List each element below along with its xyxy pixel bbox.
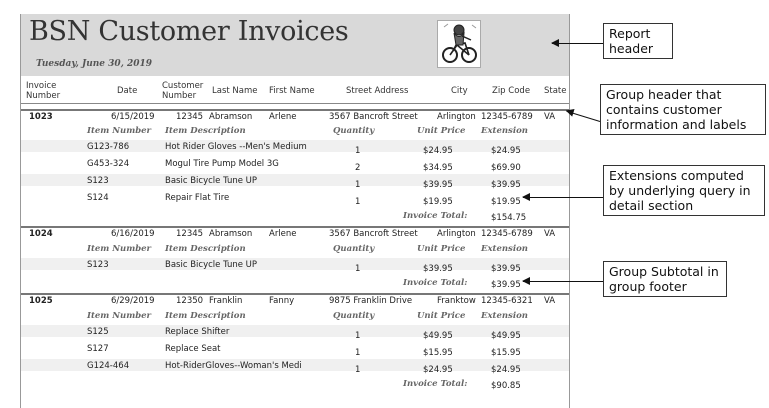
invoice-total: $39.95 [491, 280, 521, 290]
item-description: Replace Shifter [165, 327, 230, 337]
customer-number: 12350 [176, 296, 204, 306]
invoice-number: 1024 [29, 229, 53, 239]
item-extension: $39.95 [491, 180, 521, 190]
arrow-left-icon [523, 281, 603, 282]
label-extension: Extension [481, 311, 528, 321]
label-item-description: Item Description [165, 126, 246, 136]
item-extension: $39.95 [491, 264, 521, 274]
annotation-group-subtotal: Group Subtotal in group footer [603, 261, 727, 297]
item-number: G123-786 [87, 142, 130, 152]
item-quantity: 1 [355, 365, 361, 375]
item-number: G124-464 [87, 361, 130, 371]
first-name: Arlene [269, 112, 297, 122]
report-page [20, 14, 570, 408]
label-extension: Extension [481, 126, 528, 136]
col-header-invoice: Invoice Number [26, 81, 61, 101]
label-invoice-total: Invoice Total: [403, 278, 468, 288]
zip-code: 12345-6789 [481, 112, 533, 122]
arrow-left-icon [552, 43, 603, 44]
item-unit-price: $49.95 [423, 331, 453, 341]
label-item-description: Item Description [165, 244, 246, 254]
state: VA [544, 296, 556, 306]
group-divider [21, 109, 569, 111]
city: Arlington [437, 112, 476, 122]
first-name: Fanny [269, 296, 295, 306]
item-description: Repair Flat Tire [165, 193, 230, 203]
item-unit-price: $15.95 [423, 348, 453, 358]
item-unit-price: $39.95 [423, 180, 453, 190]
item-description: Replace Seat [165, 344, 221, 354]
label-unit-price: Unit Price [417, 311, 466, 321]
label-quantity: Quantity [333, 244, 375, 254]
item-quantity: 1 [355, 180, 361, 190]
first-name: Arlene [269, 229, 297, 239]
col-header-first-name: First Name [269, 86, 315, 96]
item-quantity: 1 [355, 197, 361, 207]
label-quantity: Quantity [333, 311, 375, 321]
col-header-date: Date [117, 86, 138, 96]
street-address: 3567 Bancroft Street [329, 229, 418, 239]
item-number: G453-324 [87, 159, 130, 169]
label-invoice-total: Invoice Total: [403, 211, 468, 221]
arrow-left-icon [523, 197, 603, 198]
item-extension: $69.90 [491, 163, 521, 173]
invoice-date: 6/29/2019 [111, 296, 155, 306]
invoice-number: 1023 [29, 112, 53, 122]
arrow-left-icon [566, 111, 600, 122]
col-header-city: City [451, 86, 468, 96]
item-number: S125 [87, 327, 109, 337]
last-name: Abramson [209, 229, 253, 239]
item-number: S123 [87, 176, 109, 186]
city: Arlington [437, 229, 476, 239]
street-address: 3567 Bancroft Street [329, 112, 418, 122]
item-unit-price: $24.95 [423, 365, 453, 375]
col-header-zip: Zip Code [492, 86, 531, 96]
item-quantity: 1 [355, 264, 361, 274]
report-title: BSN Customer Invoices [29, 16, 349, 47]
invoice-total: $90.85 [491, 381, 521, 391]
invoice-number: 1025 [29, 296, 53, 306]
label-unit-price: Unit Price [417, 244, 466, 254]
group-divider [21, 293, 569, 295]
invoice-total: $154.75 [491, 213, 527, 223]
item-quantity: 1 [355, 348, 361, 358]
item-number: S124 [87, 193, 109, 203]
column-header-divider [21, 103, 569, 104]
customer-number: 12345 [176, 229, 204, 239]
item-extension: $49.95 [491, 331, 521, 341]
invoice-date: 6/15/2019 [111, 112, 155, 122]
street-address: 9875 Franklin Drive [329, 296, 413, 306]
state: VA [544, 229, 556, 239]
label-extension: Extension [481, 244, 528, 254]
last-name: Abramson [209, 112, 253, 122]
zip-code: 12345-6321 [481, 296, 533, 306]
city: Franktow [437, 296, 476, 306]
item-number: S123 [87, 260, 109, 270]
annotation-report-header: Report header [603, 23, 673, 59]
item-unit-price: $39.95 [423, 264, 453, 274]
item-description: Basic Bicycle Tune UP [165, 260, 258, 270]
item-quantity: 2 [355, 163, 361, 173]
item-quantity: 1 [355, 146, 361, 156]
bicycle-rider-logo-icon [437, 20, 481, 68]
item-description: Hot Rider Gloves --Men's Medium [165, 142, 307, 152]
item-quantity: 1 [355, 331, 361, 341]
label-item-number: Item Number [87, 311, 152, 321]
item-unit-price: $19.95 [423, 197, 453, 207]
item-unit-price: $24.95 [423, 146, 453, 156]
label-quantity: Quantity [333, 126, 375, 136]
item-description: Basic Bicycle Tune UP [165, 176, 258, 186]
zip-code: 12345-6789 [481, 229, 533, 239]
col-header-last-name: Last Name [212, 86, 258, 96]
item-description: Mogul Tire Pump Model 3G [165, 159, 279, 169]
report-header [21, 14, 569, 76]
group-divider [21, 226, 569, 228]
last-name: Franklin [209, 296, 243, 306]
item-extension: $24.95 [491, 146, 521, 156]
report-date: Tuesday, June 30, 2019 [36, 59, 153, 69]
item-extension: $19.95 [491, 197, 521, 207]
item-extension: $15.95 [491, 348, 521, 358]
label-item-description: Item Description [165, 311, 246, 321]
item-unit-price: $34.95 [423, 163, 453, 173]
label-item-number: Item Number [87, 244, 152, 254]
item-number: S127 [87, 344, 109, 354]
label-item-number: Item Number [87, 126, 152, 136]
label-invoice-total: Invoice Total: [403, 379, 468, 389]
col-header-state: State [544, 86, 567, 96]
state: VA [544, 112, 556, 122]
customer-number: 12345 [176, 112, 204, 122]
label-unit-price: Unit Price [417, 126, 466, 136]
col-header-street: Street Address [346, 86, 409, 96]
annotation-extensions: Extensions computed by underlying query in detail section [603, 165, 765, 216]
col-header-customer: Customer Number [162, 81, 204, 101]
item-description: Hot-RiderGloves--Woman's Medi [165, 361, 302, 371]
item-extension: $24.95 [491, 365, 521, 375]
annotation-group-header: Group header that contains customer information and labels [600, 84, 766, 135]
invoice-date: 6/16/2019 [111, 229, 155, 239]
